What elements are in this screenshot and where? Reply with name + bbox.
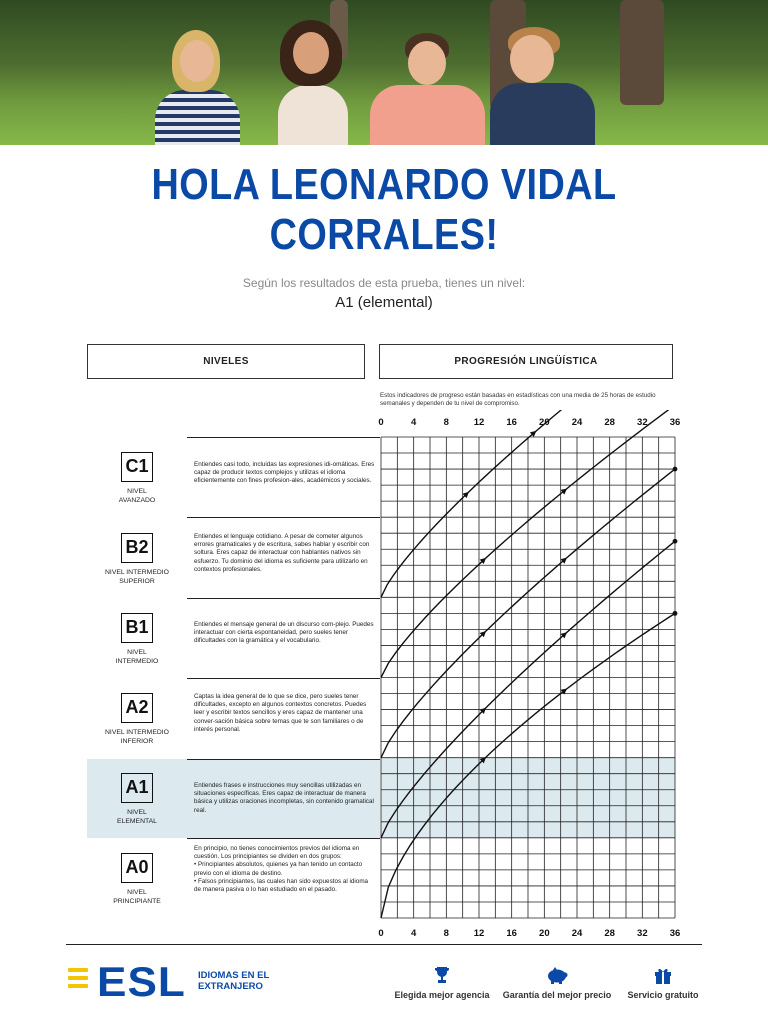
brand-tagline-line: IDIOMAS EN EL xyxy=(198,970,270,981)
level-description: Entiendes frases e instrucciones muy sencillas utilizadas en situaciones específicas. Eres capaz de interactuar de manera básica y utilizas oraciones incompletas, sin contenido gramatical real. xyxy=(194,782,374,814)
level-name-line: NIVEL INTERMEDIO xyxy=(105,569,169,576)
brand-tagline-line: EXTRANJERO xyxy=(198,981,263,992)
level-name-line: NIVEL INTERMEDIO xyxy=(105,729,169,736)
x-tick-label-bottom: 0 xyxy=(378,928,384,939)
level-code: A0 xyxy=(121,853,153,883)
gift-icon xyxy=(622,964,704,986)
divider xyxy=(187,437,380,438)
x-tick-label-top: 0 xyxy=(378,417,384,428)
greeting-title-line: CORRALES! xyxy=(269,210,499,259)
result-level: A1 (elemental) xyxy=(335,294,433,311)
x-tick-label-top: 24 xyxy=(571,417,583,428)
level-code: A1 xyxy=(121,773,153,803)
divider xyxy=(187,838,380,839)
curve-end-point xyxy=(673,539,678,544)
level-name-line: NIVEL xyxy=(127,488,147,495)
level-b1 xyxy=(87,613,187,693)
level-description: Entiendes el mensaje general de un discurso com-plejo. Puedes interactuar con cierta espontaneidad, pero sueles tener dificultades con la gramática y el vocabulario. xyxy=(194,621,374,645)
divider xyxy=(187,678,380,679)
x-tick-label-top: 32 xyxy=(637,417,648,428)
progress-note: Estos indicadores de progreso están basadas en estadísticas con una media de 25 horas de estudio semanales y dependen de tu nivel de compromiso. xyxy=(380,392,656,407)
person xyxy=(370,33,485,145)
level-code: B2 xyxy=(121,533,153,563)
x-tick-label-top: 4 xyxy=(411,417,417,428)
footer-divider xyxy=(66,944,702,945)
x-tick-label-top: 20 xyxy=(539,417,550,428)
level-name-line: SUPERIOR xyxy=(119,577,155,585)
person xyxy=(150,30,245,145)
level-name-line: NIVEL xyxy=(127,809,147,816)
progress-curve xyxy=(381,410,626,597)
level-name-line: ELEMENTAL xyxy=(117,817,157,825)
level-c1 xyxy=(87,452,187,532)
result-intro: Según los resultados de esta prueba, tienes un nivel: xyxy=(242,276,526,290)
x-tick-label-top: 28 xyxy=(604,417,615,428)
person xyxy=(480,27,595,145)
logo-menu-icon xyxy=(68,968,88,992)
level-name-line: INFERIOR xyxy=(120,737,154,745)
divider xyxy=(187,759,380,760)
level-name-line: PRINCIPIANTE xyxy=(113,897,161,905)
hero-photo xyxy=(0,0,768,145)
feature-label: Servicio gratuito xyxy=(627,990,699,1000)
x-tick-label-bottom: 4 xyxy=(411,928,417,939)
x-tick-label-bottom: 16 xyxy=(506,928,517,939)
level-description: Entiendes el lenguaje cotidiano. A pesar de cometer algunos errores gramaticales y de escritura, sabes hablar y escribir con soltura. Eres capaz de interactuar con hablantes nativos sin esfuerzo. Tu dominio del idioma es suficiente para utilizarlo en contextos profesionales. xyxy=(194,533,370,573)
brand-tagline xyxy=(198,970,269,992)
level-description: Captas la idea general de lo que se dice, pero sueles tener dificultades, excepto en algunos contextos concretos. Puedes leer y escribir textos sencillos y eres capaz de mantener una conver-sación básica sobre temas que te son familiares o de interés personal. xyxy=(194,693,367,733)
level-a0 xyxy=(87,853,187,933)
trophy-icon xyxy=(392,964,492,986)
person xyxy=(268,20,358,145)
x-tick-label-bottom: 32 xyxy=(637,928,648,939)
feature-label: Garantía del mejor precio xyxy=(502,990,612,1000)
x-tick-label-top: 12 xyxy=(473,417,485,428)
feature-free-service xyxy=(622,964,704,1000)
divider xyxy=(187,598,380,599)
level-a1 xyxy=(87,773,187,853)
greeting-title xyxy=(54,160,714,260)
level-b2 xyxy=(87,533,187,613)
divider xyxy=(187,517,380,518)
levels-header: NIVELES xyxy=(87,344,365,379)
x-tick-label-bottom: 12 xyxy=(473,928,485,939)
level-name-line: AVANZADO xyxy=(118,496,156,504)
x-tick-label-bottom: 20 xyxy=(539,928,550,939)
tree-trunk xyxy=(620,0,664,105)
progress-chart xyxy=(370,410,690,940)
brand-logo: ESL xyxy=(97,958,186,1005)
x-tick-label-bottom: 36 xyxy=(669,928,681,939)
curve-end-point xyxy=(673,467,678,472)
x-tick-label-bottom: 28 xyxy=(604,928,615,939)
level-code: B1 xyxy=(121,613,153,643)
level-description: Entiendes casi todo, incluidas las expresiones idi-omáticas. Eres capaz de producir textos complejos y utilizas el idioma eficientemente con fines profesion-ales, académicos y sociales. xyxy=(194,461,375,485)
x-tick-label-top: 8 xyxy=(443,417,449,428)
curve-end-point xyxy=(673,611,678,616)
greeting-title-line: HOLA LEONARDO VIDAL xyxy=(151,160,617,209)
feature-label: Elegida mejor agencia xyxy=(394,990,490,1000)
feature-best-price xyxy=(502,964,612,1000)
x-tick-label-top: 36 xyxy=(669,417,681,428)
piggy-bank-icon xyxy=(502,964,612,986)
level-description: En principio, no tienes conocimientos previos del idioma en cuestión. Los principiantes se dividen en dos grupos: • Principiantes absolutos, quienes ya han tenido un contacto previo con el idioma de destino. • Falsos principiantes, las cuales han sido expuestos al idioma de manera pasiva o lo han estudiado en el pasado. xyxy=(194,845,369,894)
level-name-line: INTERMEDIO xyxy=(115,657,159,665)
x-tick-label-bottom: 8 xyxy=(443,928,449,939)
feature-best-agency xyxy=(392,964,492,1000)
level-a2 xyxy=(87,693,187,773)
level-name-line: NIVEL xyxy=(127,649,147,656)
progress-header: PROGRESIÓN LINGÜÍSTICA xyxy=(379,344,673,379)
x-tick-label-top: 16 xyxy=(506,417,517,428)
level-code: C1 xyxy=(121,452,153,482)
level-name-line: NIVEL xyxy=(127,889,147,896)
x-tick-label-bottom: 24 xyxy=(571,928,583,939)
level-code: A2 xyxy=(121,693,153,723)
